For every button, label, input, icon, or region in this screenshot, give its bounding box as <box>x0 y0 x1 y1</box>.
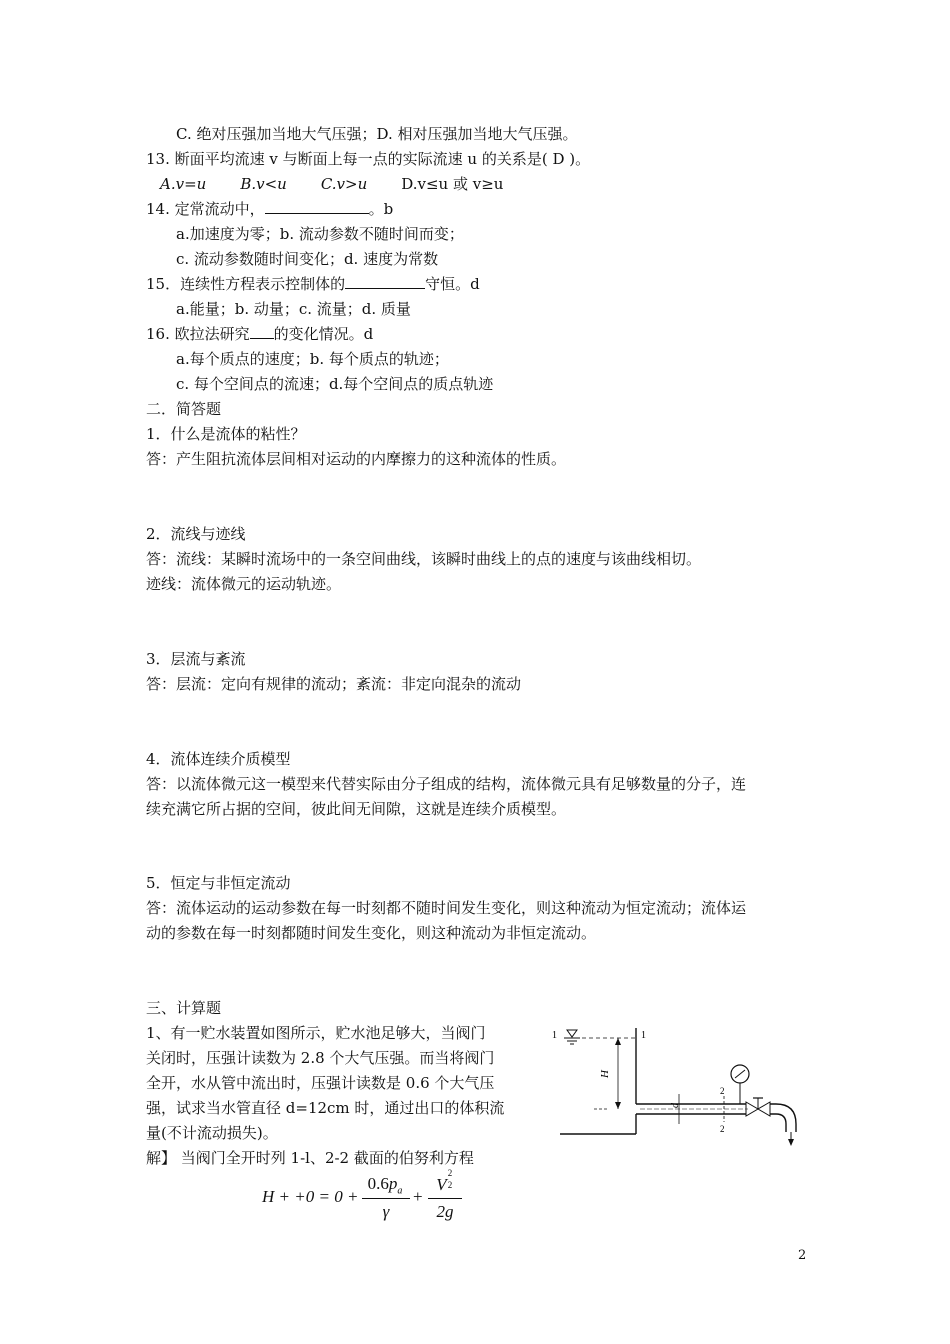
equation-coefficient: 0.6 <box>367 1174 389 1193</box>
q16-options-1: a.每个质点的速度；b. 每个质点的轨迹； <box>176 350 449 368</box>
equation-V-subscript: 2 <box>447 1180 453 1190</box>
q15-blank <box>345 274 425 289</box>
s2-question: 2．流线与迹线 <box>146 525 246 543</box>
s4-answer-2: 续充满它所占据的空间，彼此间无间隙，这就是连续介质模型。 <box>146 800 567 818</box>
gauge-needle <box>735 1070 745 1078</box>
equation-denominator-2: 2g <box>436 1202 454 1221</box>
s3-question: 3．层流与紊流 <box>146 650 246 668</box>
water-level-triangle-icon <box>567 1030 577 1037</box>
c1-line-2: 关闭时，压强计读数为 2.8 个大气压强。而当将阀门 <box>146 1049 495 1067</box>
equation-p-subscript: a <box>397 1185 403 1197</box>
elbow-inner <box>770 1114 786 1132</box>
page-number: 2 <box>798 1248 807 1263</box>
q14-stem-pre: 14. 定常流动中， <box>146 200 265 218</box>
c1-line-4: 强，试求当水管直径 d=12cm 时，通过出口的体积流 <box>146 1099 505 1117</box>
q13-option-b: B.v<u <box>240 175 287 193</box>
s4-question: 4．流体连续介质模型 <box>146 750 291 768</box>
q14-options-1: a.加速度为零；b. 流动参数不随时间而变； <box>176 225 464 243</box>
label-2-bottom: 2 <box>720 1124 725 1134</box>
q15-stem-post: 守恒。d <box>425 275 480 293</box>
bernoulli-equation <box>262 1168 462 1232</box>
s5-answer-1: 答：流体运动的运动参数在每一时刻都不随时间发生变化，则这种流动为恒定流动；流体运 <box>146 899 747 917</box>
q13-option-c: C.v>u <box>320 175 368 193</box>
label-1-right: 1 <box>641 1030 646 1041</box>
c1-line-3: 全开，水从管中流出时，压强计读数是 0.6 个大气压 <box>146 1074 495 1092</box>
label-2-top: 2 <box>720 1086 725 1096</box>
equation-numerator-1 <box>360 1174 410 1196</box>
s2-answer-2: 迹线：流体微元的运动轨迹。 <box>146 575 342 593</box>
s4-answer-1: 答：以流体微元这一模型来代替实际由分子组成的结构，流体微元具有足够数量的分子，连 <box>146 775 747 793</box>
q16-stem-pre: 16. 欧拉法研究 <box>146 325 250 343</box>
equation-plus: + <box>413 1187 423 1206</box>
q13-option-d: D.v≤u 或 v≥u <box>401 175 504 193</box>
q14-blank <box>265 199 369 214</box>
valve-right-icon <box>758 1102 770 1116</box>
dimension-arrow-top-icon <box>615 1038 621 1045</box>
q13-options <box>160 174 503 194</box>
q15-stem-pre: 15．连续性方程表示控制体的 <box>146 275 346 293</box>
s1-question: 1．什么是流体的粘性？ <box>146 425 306 443</box>
c1-solution-intro: 解】 当阀门全开时列 1-l、2-2 截面的伯努利方程 <box>146 1149 474 1167</box>
fraction-bar-2 <box>428 1198 462 1199</box>
q16-blank <box>250 324 274 339</box>
section-2-heading: 二．简答题 <box>146 400 222 418</box>
q15-stem <box>146 274 480 294</box>
label-1-left: 1 <box>552 1030 557 1041</box>
equation-V-superscript: 2 <box>447 1168 453 1178</box>
q12-option-cd: C. 绝对压强加当地大气压强；D. 相对压强加当地大气压强。 <box>176 125 578 143</box>
s3-answer: 答：层流：定向有规律的流动；紊流：非定向混杂的流动 <box>146 675 522 693</box>
s2-answer-1: 答：流线：某瞬时流场中的一条空间曲线，该瞬时曲线上的点的速度与该曲线相切。 <box>146 550 702 568</box>
equation-V: V <box>436 1175 447 1194</box>
q15-options: a.能量；b. 动量；c. 流量；d. 质量 <box>176 300 411 318</box>
q16-options-2: c. 每个空间点的流速；d.每个空间点的质点轨迹 <box>176 375 494 393</box>
equation-lhs: H + +0 = 0 + <box>262 1187 359 1206</box>
s5-answer-2: 动的参数在每一时刻都随时间发生变化，则这种流动为非恒定流动。 <box>146 924 597 942</box>
fraction-bar-1 <box>362 1198 410 1199</box>
q13-stem: 13. 断面平均流速 v 与断面上每一点的实际流速 u 的关系是( D )。 <box>146 150 591 168</box>
c1-line-1: 1、有一贮水装置如图所示，贮水池足够大，当阀门 <box>146 1024 486 1042</box>
section-3-heading: 三、计算题 <box>146 999 222 1017</box>
q14-stem-post: 。b <box>368 200 394 218</box>
elbow-outer <box>770 1104 796 1132</box>
equation-denominator-1: γ <box>382 1202 390 1221</box>
q14-options-2: c. 流动参数随时间变化；d. 速度为常数 <box>176 250 439 268</box>
equation-numerator-2 <box>428 1168 462 1195</box>
q16-stem-post: 的变化情况。d <box>273 325 374 343</box>
s1-answer: 答：产生阻抗流体层间相对运动的内摩擦力的这种流体的性质。 <box>146 450 567 468</box>
label-H: H <box>599 1070 611 1078</box>
q13-option-a: A.v=u <box>160 175 207 193</box>
s5-question: 5．恒定与非恒定流动 <box>146 874 291 892</box>
q14-stem <box>146 199 393 219</box>
equation-p: p <box>388 1174 398 1193</box>
c1-line-5: 量(不计流动损失)。 <box>146 1124 278 1142</box>
dimension-arrow-bottom-icon <box>615 1102 621 1109</box>
reservoir-pipe-figure <box>548 1020 818 1160</box>
q16-stem <box>146 324 373 344</box>
label-d: d <box>670 1103 681 1108</box>
outflow-arrow-icon <box>788 1139 794 1146</box>
